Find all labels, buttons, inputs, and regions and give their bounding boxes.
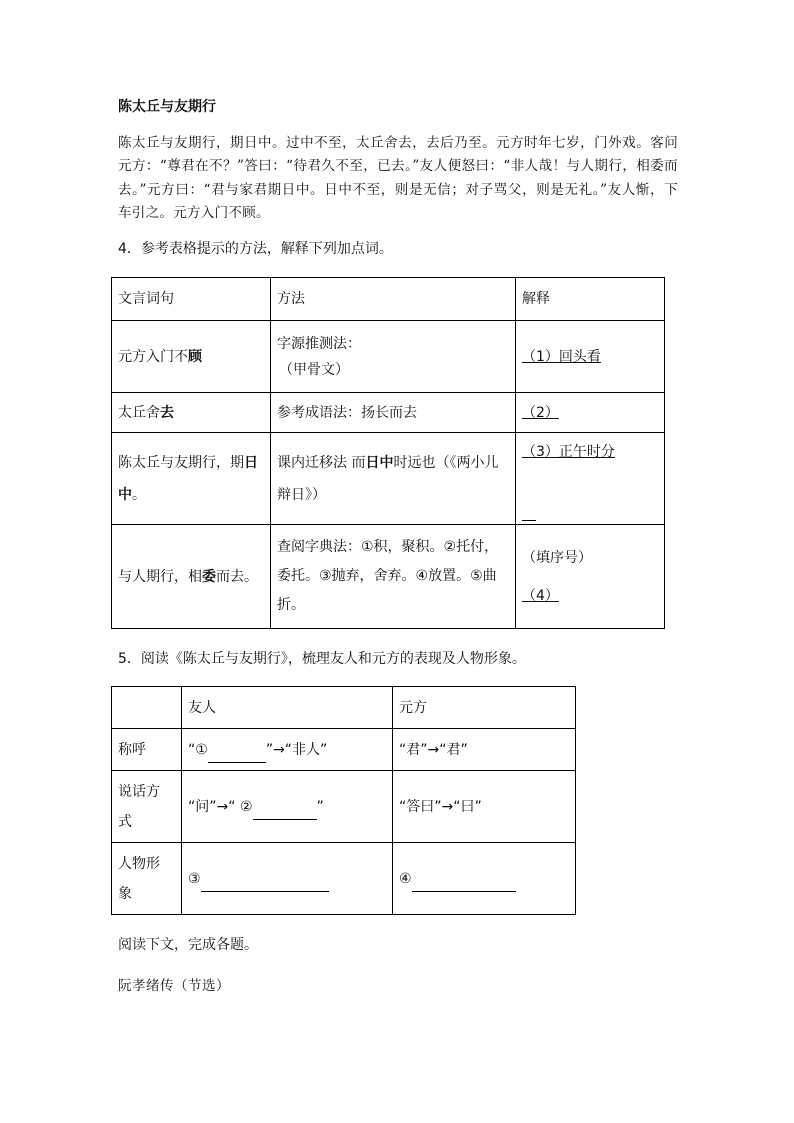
table-cell: ④: [393, 843, 576, 915]
answer-blank[interactable]: [522, 504, 536, 521]
row-label: 称呼: [112, 729, 182, 771]
answer-blank[interactable]: [412, 875, 516, 892]
character-table: [111, 686, 576, 915]
passage-title: 陈太丘与友期行: [118, 99, 216, 115]
table-header: 方法: [271, 278, 516, 321]
answer-cell: （1）回头看: [516, 321, 665, 393]
table-header: [112, 687, 182, 729]
table-header: 元方: [393, 687, 576, 729]
answer-blank[interactable]: [208, 746, 266, 763]
row-label: 说话方式: [112, 771, 182, 843]
next-passage-title: 阮孝绪传（节选）: [118, 978, 230, 994]
passage-text: 陈太丘与友期行，期日中。过中不至，太丘舍去，去后乃至。元方时年七岁，门外戏。客问元方：“尊君在不？”答曰：“待君久不至，已去。”友人便怒曰：“非人哉！与人期行，相委而去。”元方曰：“君与家君期日中。日中不至，则是无信；对子骂父，则是无礼。”友人惭，下车引之。元方入门不顾。: [118, 135, 678, 221]
table-header: 文言词句: [112, 278, 271, 321]
table-cell: 元方入门不顾: [112, 321, 271, 393]
answer-cell[interactable]: （2）: [516, 393, 665, 433]
table-cell: 查阅字典法：①积，聚积。②托付，委托。③抛弃，舍弃。④放置。⑤曲折。: [271, 525, 516, 629]
table-cell: 陈太丘与友期行，期日中。: [112, 433, 271, 525]
table-cell: “① ”→“非人”: [182, 729, 393, 771]
table-cell: ③: [182, 843, 393, 915]
table-cell: 参考成语法：扬长而去: [271, 393, 516, 433]
answer-blank[interactable]: [201, 875, 329, 892]
question-5: 5．阅读《陈太丘与友期行》，梳理友人和元方的表现及人物形象。: [118, 651, 526, 667]
table-cell: “君”→“君”: [393, 729, 576, 771]
vocab-table: [111, 277, 665, 629]
table-cell: 与人期行，相委而去。: [112, 525, 271, 629]
table-cell: “答曰”→“曰”: [393, 771, 576, 843]
question-4: 4．参考表格提示的方法，解释下列加点词。: [118, 241, 393, 257]
table-cell: “问”→“ ② ”: [182, 771, 393, 843]
table-cell: 字源推测法： （甲骨文）: [271, 321, 516, 393]
table-header: 解释: [516, 278, 665, 321]
answer-cell: （3）正午时分: [516, 433, 665, 525]
answer-cell[interactable]: （填序号） （4）: [516, 525, 665, 629]
table-header: 友人: [182, 687, 393, 729]
table-cell: 课内迁移法 而日中时远也（《两小儿辩日》）: [271, 433, 516, 525]
reading-prompt: 阅读下文，完成各题。: [118, 937, 258, 953]
row-label: 人物形象: [112, 843, 182, 915]
answer-blank[interactable]: [253, 803, 317, 820]
table-cell: 太丘舍去: [112, 393, 271, 433]
